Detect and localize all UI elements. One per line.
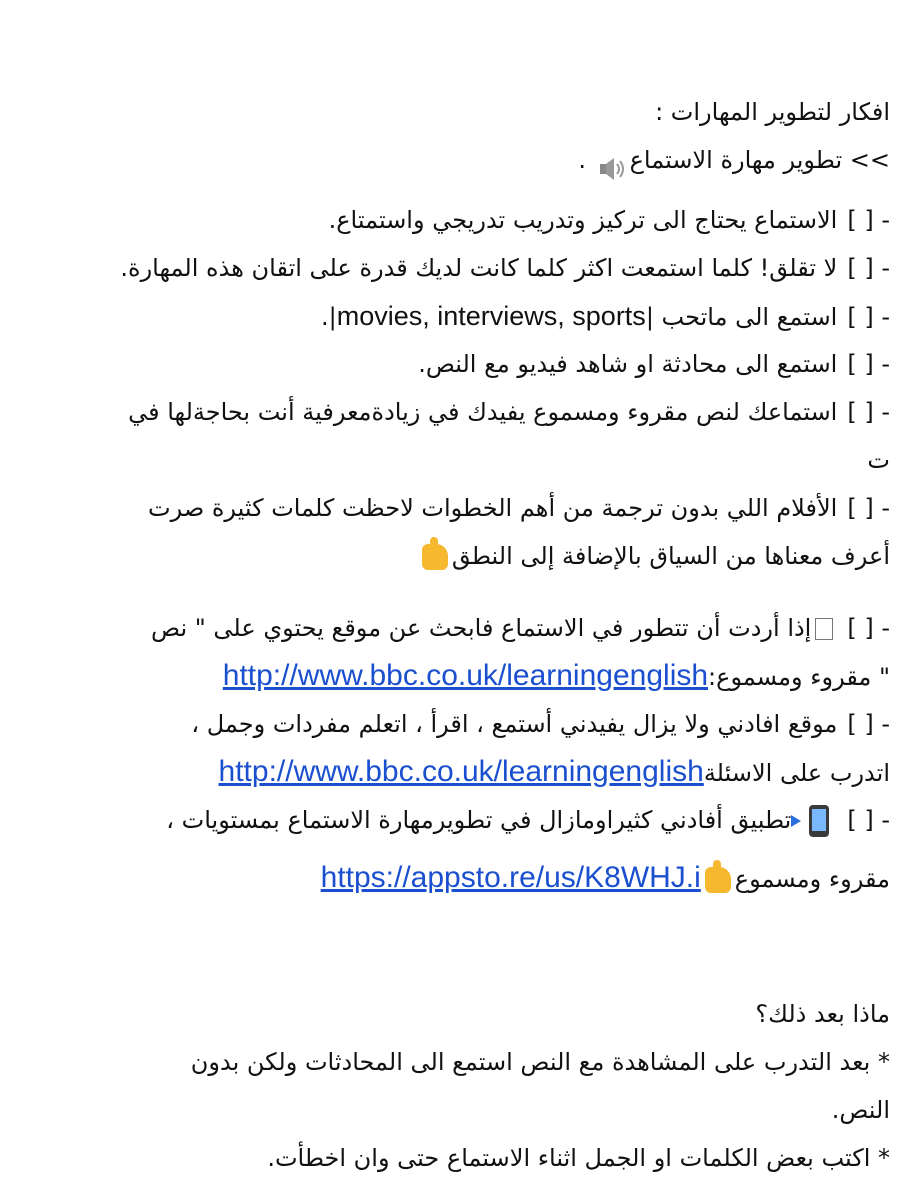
checklist-item-9-cont (14, 854, 890, 902)
phone-icon (809, 805, 829, 837)
checklist-item-8-cont (14, 748, 890, 796)
item-text: أعرف معناها من السياق بالإضافة إلى النطق (451, 542, 890, 570)
item-text-prefix: استمع الى ماتحب | (645, 303, 838, 331)
item-text: استماعك لنص مقروء ومسموع يفيدك في زيادةمعرفية أنت بحاجةلها في (128, 398, 838, 426)
checklist-item-7 (14, 604, 890, 652)
checklist-item-6-cont (14, 532, 890, 580)
page-title: افكار لتطوير المهارات : (655, 98, 890, 126)
checklist-item-4 (14, 340, 890, 388)
speaker-icon (598, 149, 626, 173)
checklist-item-1 (14, 196, 890, 244)
phone-arrow-icon (791, 806, 837, 834)
empty-box-icon (815, 618, 833, 640)
item-text-latin: movies, interviews, sports (336, 301, 646, 331)
bbc-link-2[interactable]: http://www.bbc.co.uk/learningenglish (218, 755, 704, 788)
checklist-block (14, 196, 890, 580)
checkbox-marker: - [ ] (847, 254, 890, 282)
checklist-item-9 (14, 796, 890, 844)
thumbs-up-icon (422, 544, 448, 570)
app-store-link[interactable]: https://appsto.re/us/K8WHJ.i (320, 861, 701, 894)
checklist-item-8 (14, 700, 890, 748)
arrow-icon (791, 815, 801, 827)
heading-block (14, 88, 890, 184)
next-point-2: * اكتب بعض الكلمات او الجمل اثناء الاستماع حتى وان اخطأت. (267, 1144, 890, 1172)
item-text: إذا أردت أن تتطور في الاستماع فابحث عن موقع يحتوي على " نص (151, 614, 812, 642)
item-text: اتدرب على الاسئلة (703, 759, 890, 787)
checkbox-marker: - [ ] (847, 398, 890, 426)
item-text: لا تقلق! كلما استمعت اكثر كلما كانت لديك قدرة على اتقان هذه المهارة. (120, 254, 838, 282)
item-text: استمع الى محادثة او شاهد فيديو مع النص. (418, 350, 838, 378)
checklist-item-5-cont: ت (867, 446, 890, 474)
next-point-1: * بعد التدرب على المشاهدة مع النص استمع الى المحادثات ولكن بدون (190, 1048, 890, 1076)
item-text-suffix: |. (321, 303, 337, 331)
subtitle-text: >> تطوير مهارة الاستماع (629, 146, 890, 174)
next-point-1-cont: النص. (831, 1096, 890, 1124)
checkbox-marker: - [ ] (847, 614, 890, 642)
checkbox-marker: - [ ] (847, 806, 890, 834)
item-text: " مقروء ومسموع: (708, 663, 890, 691)
next-steps-block (14, 990, 890, 1182)
checkbox-marker: - [ ] (847, 710, 890, 738)
checkbox-marker: - [ ] (847, 303, 890, 331)
checklist-links-block (14, 604, 890, 844)
checklist-item-7-cont (14, 652, 890, 700)
item-text: موقع افادني ولا يزال يفيدني أستمع ، اقرأ ، اتعلم مفردات وجمل ، (191, 710, 838, 738)
bbc-link-1[interactable]: http://www.bbc.co.uk/learningenglish (222, 659, 709, 692)
item-text: الأفلام اللي بدون ترجمة من أهم الخطوات لاحظت كلمات كثيرة صرت (148, 494, 838, 522)
item-text: تطبيق أفادني كثيراومازال في تطويرمهارة الاستماع بمستويات ، (166, 806, 792, 834)
checkbox-marker: - [ ] (847, 350, 890, 378)
next-question: ماذا بعد ذلك؟ (755, 1000, 890, 1028)
checklist-item-5 (14, 388, 890, 436)
subtitle-end: . (578, 146, 594, 174)
checklist-item-6 (14, 484, 890, 532)
checklist-item-3 (14, 292, 890, 340)
checklist-item-2 (14, 244, 890, 292)
item-text: الاستماع يحتاج الى تركيز وتدريب تدريجي واستمتاع. (328, 206, 838, 234)
checkbox-marker: - [ ] (847, 206, 890, 234)
listening-subtitle (14, 136, 890, 184)
app-link-block (14, 854, 890, 902)
item-text: مقروء ومسموع (734, 865, 890, 893)
checkbox-marker: - [ ] (847, 494, 890, 522)
thumbs-up-icon (705, 867, 731, 893)
